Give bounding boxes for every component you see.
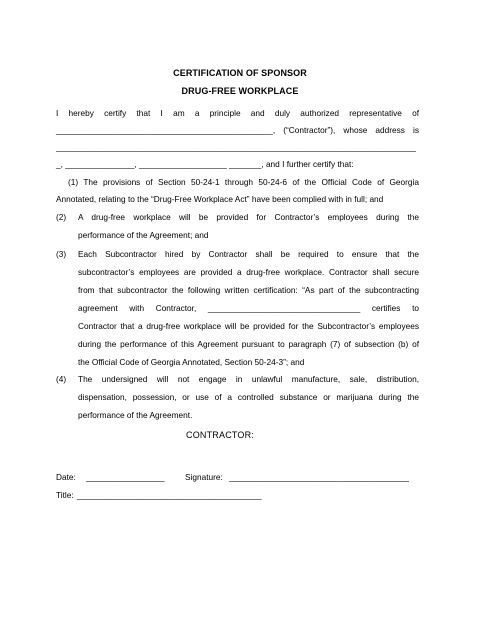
title-field[interactable]: ________________________________________ — [77, 490, 262, 500]
date-label: Date: — [56, 472, 76, 482]
intro-line-1: I hereby certify that I am a principle and duly authorized representative of — [56, 108, 419, 118]
date-field[interactable]: _________________ — [86, 472, 165, 482]
title-label: Title: — [56, 490, 74, 500]
item-4-number: (4) — [56, 374, 67, 384]
signature-label: Signature: — [185, 472, 223, 482]
intro-line-2: _______________________________________________, (“Contractor”), whose address is — [56, 125, 419, 135]
item-4-text: The undersigned will not engage in unlawful manufacture, sale, distribution, dispensation, possession, or use of a controlled substance or marijuana during the performance of the Agreement. — [78, 374, 419, 420]
paragraph-1-line-2: Annotated, relating to the “Drug-Free Workplace Act” have been complied with in full; and — [56, 194, 384, 204]
item-2-number: (2) — [56, 212, 67, 222]
contractor-label: CONTRACTOR: — [186, 430, 255, 440]
document-title: CERTIFICATION OF SPONSOR — [173, 68, 307, 78]
intro-line-3: ______________________________________________________________________________ — [56, 142, 416, 152]
paragraph-1-line-1: (1) The provisions of Section 50-24-1 through 50-24-6 of the Official Code of Georgia — [68, 177, 419, 187]
intro-line-4: _, _______________, ___________________ _______, and I further certify that: — [56, 159, 354, 169]
signature-field[interactable]: _______________________________________ — [229, 472, 409, 482]
item-2-text: A drug-free workplace will be provided for Contractor’s employees during the performance of the Agreement; and — [78, 212, 419, 240]
item-3-number: (3) — [56, 249, 67, 259]
item-3-text: Each Subcontractor hired by Contractor shall be required to ensure that the subcontractor’s employees are provided a drug-free workplace. Contractor shall secure from that subcontractor the following written certification: “As part of the subcontracting agreement with Contractor, _________________________________ certifies to Contractor that a drug-free workplace will be provided for the Subcontractor’s employees during the performance of this Agreement pursuant to paragraph (7) of subsection (b) of the Official Code of Georgia Annotated, Section 50-24-3”; and — [78, 249, 419, 367]
document-subtitle: DRUG-FREE WORKPLACE — [181, 86, 299, 96]
